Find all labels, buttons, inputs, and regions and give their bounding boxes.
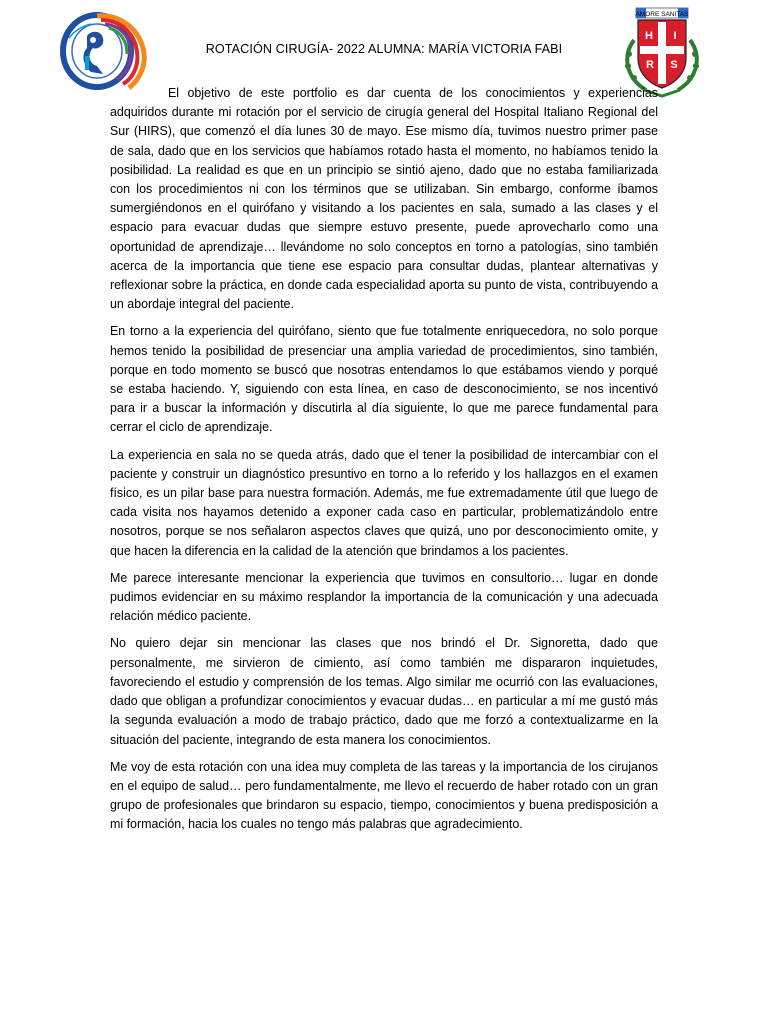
paragraph-clinic: Me parece interesante mencionar la experiencia que tuvimos en consultorio… lugar en donde pudimos evidenciar en su máximo resplandor la importancia de la comunicación y una adecuada relación médico paciente.: [110, 570, 658, 624]
svg-text:AMORE SANITAS: AMORE SANITAS: [635, 11, 689, 18]
paragraph-operating-room: En torno a la experiencia del quirófano, siento que fue totalmente enriquecedora, no solo porque hemos tenido la posibilidad de presenciar una amplia variedad de procedimientos, sino también, porque en todo momento se buscó que nosotras entendamos lo que estábamos viendo y porqué se estaba haciendo. Y, siguiendo con esta línea, en caso de desconocimiento, se nos incentivó para ir a buscar la información y discutirla al día siguiente, lo que me parece fundamental para cerrar el ciclo de aprendizaje.: [110, 324, 658, 435]
svg-text:H: H: [645, 30, 653, 42]
portfolio-body: [110, 84, 658, 843]
paragraph-closing: Me voy de esta rotación con una idea muy completa de las tareas y la importancia de los cirujanos en el equipo de salud… pero fundamentalmente, me llevo el recuerdo de haber rotado con un gran grupo de profesionales que brindaron su espacio, tiempo, conocimientos y buena predisposición a mi formación, hacia los cuales no tengo más palabras que agradecimiento.: [110, 759, 658, 832]
svg-text:I: I: [673, 30, 677, 42]
paragraph-ward: La experiencia en sala no se queda atrás, dado que el tener la posibilidad de intercambiar con el paciente y construir un diagnóstico presuntivo en torno a lo referido y los hallazgos en el examen físico, es un pilar base para nuestra formación. Además, me fue extremadamente útil que luego de cada visita nos hayamos detenido a exponer cada caso en particular, problematizándolo entre nosotros, porque se nos señalaron aspectos claves que quizá, uno por desconocimiento omite, y que hacen la diferencia en la calidad de la atención que brindamos a los pacientes.: [110, 447, 658, 558]
paragraph-classes: No quiero dejar sin mencionar las clases que nos brindó el Dr. Signoretta, dado que personalmente, me sirvieron de cimiento, así como también me dispararon inquietudes, favoreciendo el estudio y comprensión de los temas. Algo similar me ocurrió con las evaluaciones, dado que obligan a profundizar conocimientos y evacuar dudas… en particular a mí me gustó más la segunda evaluación a modo de trabajo práctico, dado que me forzó a contextualizarme en la situación del paciente, integrando de esta manera los conocimientos.: [110, 636, 658, 747]
page-title: ROTACIÓN CIRUGÍA- 2022 ALUMNA: MARÍA VICTORIA FABI: [205, 42, 563, 56]
paragraph-intro: El objetivo de este portfolio es dar cuenta de los conocimientos y experiencias adquiridos durante mi rotación por el servicio de cirugía general del Hospital Italiano Regional del Sur (HIRS), que comenzó el día lunes 30 de mayo. Ese mismo día, tuvimos nuestro primer pase de sala, dado que en los servicios que habíamos rotado hasta el momento, no habíamos tenido la posibilidad. La realidad es que en un principio se sintió ajeno, dado que no estaba familiarizada con los procedimientos ni con los términos que se utilizaban. Sin embargo, conforme íbamos sumergiéndonos en el quirófano y visitando a los pacientes en sala, sumado a las clases y el espacio para evacuar dudas que siempre estuvo presente, puede aprovecharlo como una oportunidad de aprendizaje… llevándome no solo conceptos en torno a patologías, sino también acerca de la importancia que tiene ese espacio para consultar dudas, plantear alternativas y reflexionar sobre la práctica, en donde cada especialidad aporta su punto de vista, contribuyendo a un abordaje integral del paciente.: [110, 86, 658, 312]
university-logo: [57, 8, 157, 94]
svg-text:R: R: [646, 59, 654, 71]
svg-text:S: S: [670, 59, 678, 71]
